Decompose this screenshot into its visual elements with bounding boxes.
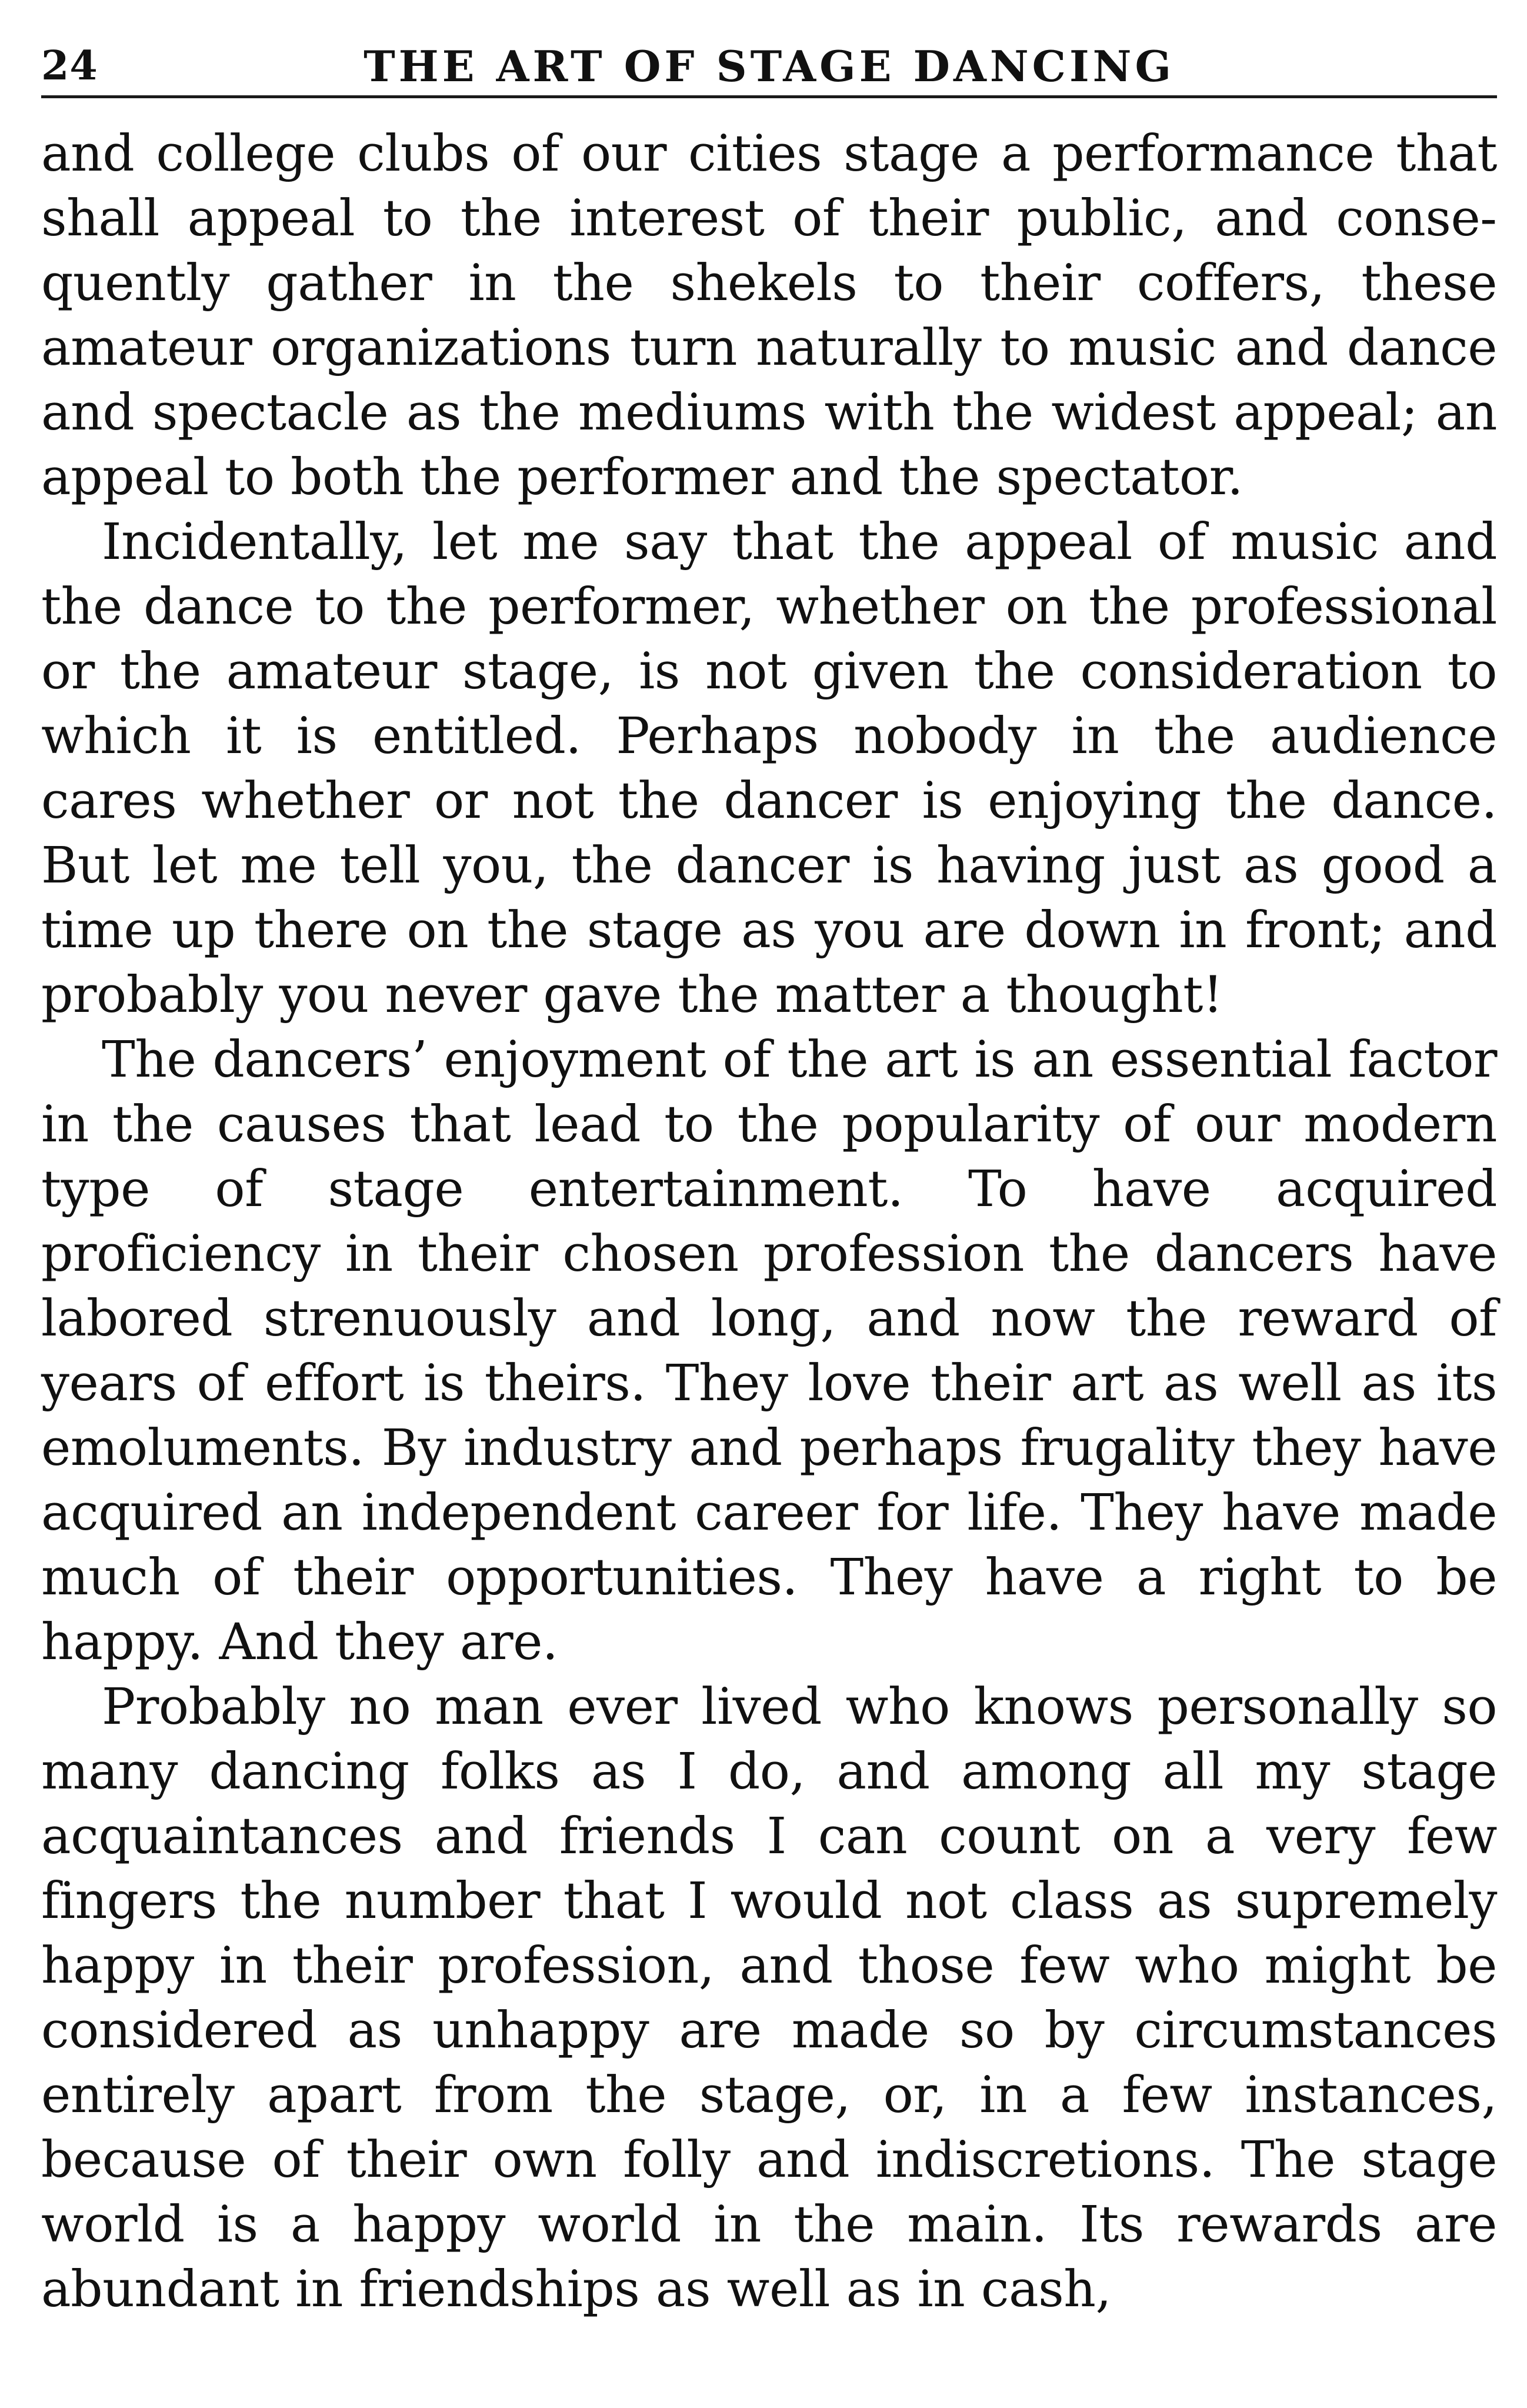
paragraph: Probably no man ever lived who knows personally so many dancing folks as I do, and among all my stage acquaintances and friends I can count on a very few fingers the number that I would not class as supremely happy in their profession, and those few who might be considered as unhappy are made so by circumstances entirely apart from the stage, or, in a few instances, because of their own folly and indiscretions. The stage world is a happy world in the main. Its rewards are abundant in friendships as well as in cash, xyxy=(41,1678,1497,2319)
book-page xyxy=(41,41,1497,2389)
running-title: THE ART OF STAGE DANCING xyxy=(364,41,1175,91)
paragraph: Incidentally, let me say that the appeal of music and the dance to the performer, whether on the professional or the amateur stage, is not given the consideration to which it is entitled. Perhaps nobody in the audience cares whether or not the dancer is enjoying the dance. But let me tell you, the dancer is having just as good a time up there on the stage as you are down in front; and probably you never gave the matter a thought! xyxy=(41,513,1497,1024)
paragraph: The dancers’ enjoyment of the art is an essential factor in the causes that lead to the popularity of our modern type of stage entertainment. To have acquired proficiency in their chosen profession the dancers have labored strenuously and long, and now the reward of years of effort is theirs. They love their art as well as its emoluments. By industry and perhaps frugality they have acquired an independent career for life. They have made much of their opportunities. They have a right to be happy. And they are. xyxy=(41,1031,1497,1671)
body-text xyxy=(41,122,1497,2322)
page-number: 24 xyxy=(41,42,98,89)
running-head xyxy=(41,41,1497,98)
paragraph-continued: and college clubs of our cities stage a performance that shall appeal to the interest of their public, and consequently gather in the shekels to their coffers, these amateur organizations turn naturally to music and dance and spectacle as the mediums with the widest appeal; an appeal to both the performer and the spectator. xyxy=(41,125,1497,507)
